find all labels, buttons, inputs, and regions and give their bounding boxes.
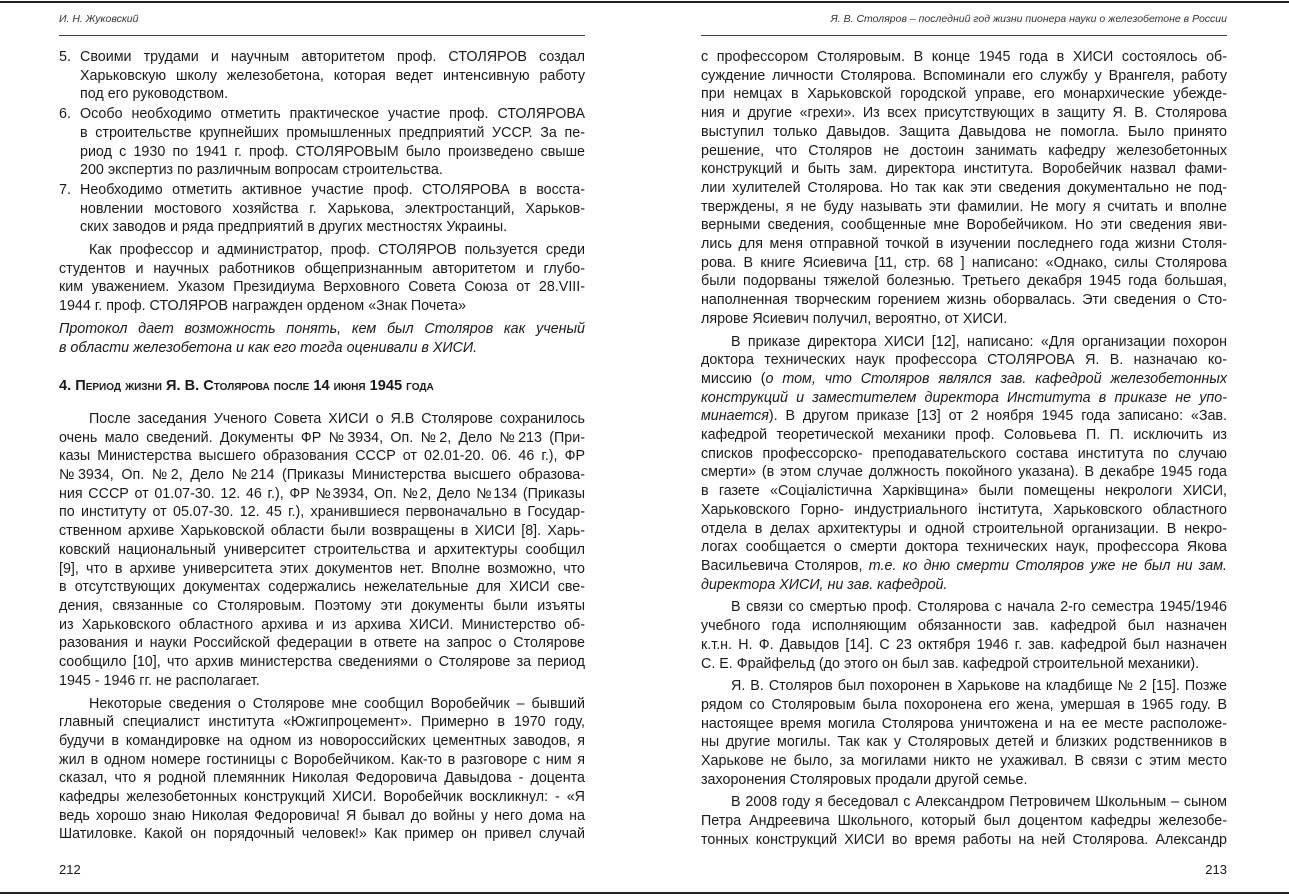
text-line xyxy=(701,179,1227,198)
text-run: ким уважением. Указом Президиума Верховного Совета Союза от 28.VIII- xyxy=(59,279,585,296)
text-line xyxy=(59,634,585,653)
text-line xyxy=(701,520,1227,539)
text-run: №3934, Оп. №2, Дело №214 (Приказы Министерства высшего образова- xyxy=(59,467,585,484)
text-line xyxy=(701,407,1227,426)
text-line xyxy=(701,538,1227,557)
header-rule xyxy=(59,35,585,36)
text-run: миссию ( xyxy=(701,370,766,387)
text-run: в области железобетона и как его тогда оценивали в ХИСИ. xyxy=(59,339,478,356)
paragraph xyxy=(701,793,1227,849)
text-line xyxy=(59,732,585,751)
text-line xyxy=(701,48,1227,67)
text-run: решение, что Столяров не достоин занимать кафедру железобетонных xyxy=(701,142,1227,159)
text-line xyxy=(59,339,585,358)
text-run: Протокол дает возможность понять, кем был Столяров как ученый xyxy=(59,320,585,337)
text-line xyxy=(80,48,585,67)
text-line xyxy=(59,447,585,466)
text-run: верными сведения, сообщенные мне Воробейчиком. Но эти сведения яви- xyxy=(701,217,1227,234)
text-line xyxy=(59,429,585,448)
text-line xyxy=(701,752,1227,771)
text-run: ковский национальный университет строительства и архитектуры сообщил xyxy=(59,541,585,558)
text-line xyxy=(59,769,585,788)
text-line xyxy=(701,235,1227,254)
left-page-body xyxy=(59,48,585,844)
text-run: лии хулителей Столярова. Но так как эти сведения документально не под- xyxy=(701,179,1227,196)
text-line xyxy=(59,597,585,616)
text-run: В связи со смертью проф. Столярова с начала 2-го семестра 1945/1946 xyxy=(731,599,1227,616)
text-run: жил в одном номере гостиницы с Воробейчиком. Как-то в разговоре с ним я xyxy=(59,751,585,768)
text-line xyxy=(701,696,1227,715)
text-run: учебного года исполняющим обязанности зав. кафедрой был назначен xyxy=(701,618,1227,635)
text-run: суждение личности Столярова. Вспоминали его службу у Врангеля, работу xyxy=(701,67,1227,84)
text-line xyxy=(701,677,1227,696)
text-run: логах сообщается о смерти доктора технических наук, профессора Якова xyxy=(701,539,1227,556)
text-run: главный специалист института «Южгипроцемент». Примерно в 1970 году, xyxy=(59,714,585,731)
text-run: В приказе директора ХИСИ [12], написано: «Для организации похорон xyxy=(731,333,1227,350)
text-line xyxy=(701,291,1227,310)
text-run: смерти» (в этом случае должность покойного указана). В декабре 1945 года xyxy=(701,464,1227,481)
page-number: 213 xyxy=(1205,862,1227,877)
text-line xyxy=(59,560,585,579)
text-run: тверждены, я не буду называть эти фамилии. Не могу я считать и вполне xyxy=(701,198,1227,215)
text-run: из Харьковского областного архива и из архива ХИСИ. Министерство об- xyxy=(59,616,585,633)
numbered-list-item xyxy=(59,48,585,104)
text-line xyxy=(59,466,585,485)
text-line xyxy=(701,636,1227,655)
text-run: тонных конструкций ХИСИ во время работы на ней Столярова. Александр xyxy=(701,831,1227,848)
text-run: Необходимо отметить активное участие проф. СТОЛЯРОВА в восста- xyxy=(80,181,585,198)
text-run: ственном архиве Харьковской области были возвращены в ХИСИ [8]. Харь- xyxy=(59,523,585,540)
text-line xyxy=(701,812,1227,831)
italic-text-run: конструкций и заместителем директора Института в приказе не упо- xyxy=(701,389,1227,406)
text-run: Я. В. Столяров был похоронен в Харькове на кладбище № 2 [15]. Позже xyxy=(731,678,1227,695)
text-line xyxy=(701,771,1227,790)
text-line xyxy=(80,143,585,162)
text-line xyxy=(59,241,585,260)
text-run: 1945 - 1946 гг. не располагает. xyxy=(59,672,260,689)
page-number: 212 xyxy=(59,862,81,877)
text-line xyxy=(59,578,585,597)
text-run: были подорваны тяжелой болезнью. Третьего декабря 1945 года большая, xyxy=(701,273,1227,290)
text-run: Васильевича Столяров, xyxy=(701,557,869,574)
italic-text-run: директора ХИСИ, ни зав. кафедрой. xyxy=(701,576,948,593)
text-line xyxy=(59,485,585,504)
text-line xyxy=(701,216,1227,235)
list-number: 7. xyxy=(59,181,71,198)
text-run: сказал, что я родной племянник Николая Федоровича Давыдова - доцента xyxy=(59,770,585,787)
text-run: Харькове не было, за могилами никто не ухаживал. В связи с этим место xyxy=(701,753,1227,770)
text-line xyxy=(701,389,1227,408)
text-line xyxy=(80,200,585,219)
text-line xyxy=(701,142,1227,161)
text-line xyxy=(59,410,585,429)
header-rule xyxy=(701,35,1227,36)
text-run: Харьковскую школу железобетона, которая ведет интенсивную работу xyxy=(80,67,585,84)
paragraph xyxy=(59,241,585,316)
text-line xyxy=(701,67,1227,86)
text-run: ). В другом приказе [13] от 2 ноября 1945 года записано: «Зав. xyxy=(768,408,1227,425)
paragraph xyxy=(59,320,585,357)
text-run: Особо необходимо отметить практическое участие проф. СТОЛЯРОВА xyxy=(80,106,585,123)
text-run: выступил только Давыдов. Защита Давыдова не помогла. Было принято xyxy=(701,123,1227,140)
text-line xyxy=(701,445,1227,464)
text-line xyxy=(701,272,1227,291)
text-line xyxy=(80,161,585,180)
text-line xyxy=(59,713,585,732)
text-line xyxy=(59,807,585,826)
paragraph xyxy=(701,598,1227,673)
text-line xyxy=(59,541,585,560)
italic-text-run: т.е. ко дню смерти Столяров уже не был ни зам. xyxy=(868,557,1227,574)
text-run: будучи в командировке на одном из новороссийских цементных заводов, я xyxy=(59,732,585,749)
text-run: очень мало сведений. Документы ФР №3934, Оп. №2, Дело №213 (При- xyxy=(59,429,585,446)
text-line xyxy=(59,503,585,522)
text-run: ведь хорошо знаю Николая Федоровича! Я бывал до войны у него дома на xyxy=(59,807,585,824)
text-line xyxy=(59,377,585,396)
text-line xyxy=(701,655,1227,674)
text-line xyxy=(701,310,1227,329)
text-line xyxy=(701,482,1227,501)
paragraph xyxy=(701,333,1227,595)
text-line xyxy=(701,351,1227,370)
section-heading xyxy=(59,377,585,396)
text-run: в отсутствующих документах содержались нежелательные для ХИСИ све- xyxy=(59,579,585,596)
right-page xyxy=(701,0,1227,896)
text-run: наполненная творческим горением жизнь оборвалась. Эти сведения о Сто- xyxy=(701,292,1227,309)
text-run: ния и другие «грехи». Из всех присутствующих в защиту Я. В. Столярова xyxy=(701,105,1227,122)
text-line xyxy=(59,278,585,297)
text-line xyxy=(701,370,1227,389)
text-run: С. Е. Фрайфельд (до этого он был зав. кафедрой строительной механики). xyxy=(701,655,1200,672)
text-line xyxy=(59,695,585,714)
text-run: студентов и научных работников общепризнанным авторитетом и глубо- xyxy=(59,260,585,277)
list-item-text xyxy=(80,181,585,237)
text-run: в газете «Соціалістична Харківщина» были помещены некрологи ХИСИ, xyxy=(701,483,1227,500)
list-number: 5. xyxy=(59,49,71,65)
text-run: 4. Период жизни Я. В. Столярова после 14 июня 1945 года xyxy=(59,378,434,395)
text-line xyxy=(59,297,585,316)
text-run: с профессором Столяровым. В конце 1945 года в ХИСИ состоялось об- xyxy=(701,49,1227,65)
text-line xyxy=(701,501,1227,520)
text-line xyxy=(701,598,1227,617)
paragraph xyxy=(701,48,1227,329)
numbered-list-item xyxy=(59,181,585,237)
text-run: настоящее время могила Столярова уничтожена и на ее месте расположе- xyxy=(701,715,1227,732)
text-line xyxy=(59,825,585,844)
text-line xyxy=(59,672,585,691)
text-run: сообщило [10], что архив министерства сведениями о Столярове за период xyxy=(59,654,585,671)
text-run: После заседания Ученого Совета ХИСИ о Я.В Столярове сохранилось xyxy=(89,410,585,427)
text-run: ния СССР от 01.07-30. 12. 46 г.), ФР №3934, Оп. №2, Дело №134 (Приказы xyxy=(59,485,585,502)
text-run: Некоторые сведения о Столярове мне сообщил Воробейчик – бывший xyxy=(89,695,585,712)
text-line xyxy=(701,463,1227,482)
text-line xyxy=(80,67,585,86)
text-run: Харьковского Горно- индустриального інститута, Харьковского областного xyxy=(701,501,1227,518)
list-item-text xyxy=(80,48,585,104)
text-line xyxy=(701,123,1227,142)
text-line xyxy=(80,124,585,143)
text-line xyxy=(701,198,1227,217)
italic-text-run: минается xyxy=(701,408,769,425)
text-run: риод с 1930 по 1941 г. проф. СТОЛЯРОВЫМ было произведено свыше xyxy=(80,143,585,160)
text-run: конструкций и быть зам. директора института. Воробейчик назвал фами- xyxy=(701,161,1227,178)
text-line xyxy=(59,788,585,807)
text-line xyxy=(701,557,1227,576)
paragraph xyxy=(59,410,585,691)
text-run: лярове Ясиевич получил, вероятно, от ХИСИ. xyxy=(701,310,1008,327)
text-run: при немцах в Харьковской городской управе, его монархические убежде- xyxy=(701,86,1227,103)
text-run: к.т.н. Н. Ф. Давыдов [14]. С 23 октября 1946 г. зав. кафедрой был назначен xyxy=(701,636,1227,653)
text-line xyxy=(59,260,585,279)
text-run: под его руководством. xyxy=(80,86,229,103)
text-run: Своими трудами и научным авторитетом проф. СТОЛЯРОВ создал xyxy=(80,49,585,65)
text-line xyxy=(59,616,585,635)
text-run: В 2008 году я беседовал с Александром Петровичем Школьным – сыном xyxy=(731,794,1227,811)
text-run: дения, связанные со Столяровым. Поэтому эти документы были изъяты xyxy=(59,597,585,614)
text-line xyxy=(701,715,1227,734)
right-page-body xyxy=(701,48,1227,850)
text-run: 200 экспертиз по различным вопросам строительства. xyxy=(80,162,443,179)
text-run: новлении мостового хозяйства г. Харькова, электростанций, Харьков- xyxy=(80,200,585,217)
text-run: по институту от 05.07-30. 12. 45 г.), хранившиеся первоначально в Государ- xyxy=(59,504,585,521)
text-run: отдела в делах архитектуры и одной строительной организации. В некро- xyxy=(701,520,1227,537)
text-run: Петра Андреевича Школьного, который был доцентом кафедры железобе- xyxy=(701,813,1227,830)
running-head-author: И. Н. Жуковский xyxy=(59,13,139,25)
text-run: рова. В книге Ясиевича [11, стр. 68 ] написано: «Однако, силы Столярова xyxy=(701,254,1227,271)
text-line xyxy=(701,831,1227,850)
text-run: в строительстве крупнейших промышленных предприятий УССР. За пе- xyxy=(80,124,585,141)
text-line xyxy=(701,576,1227,595)
text-run: [9], что в архиве университета этих документов нет. Вполне возможно, что xyxy=(59,560,585,577)
text-line xyxy=(701,733,1227,752)
text-line xyxy=(80,85,585,104)
paragraph xyxy=(701,677,1227,789)
text-line xyxy=(701,333,1227,352)
text-run: разования и науки Российской федерации в ответе на запрос о Столярове xyxy=(59,635,585,652)
numbered-list-item xyxy=(59,105,585,180)
list-item-text xyxy=(80,105,585,180)
text-line xyxy=(701,104,1227,123)
text-run: казы Министерства высшего образования СССР от 02.01-20. 06. 46 г.), ФР xyxy=(59,448,585,465)
text-line xyxy=(59,653,585,672)
text-line xyxy=(80,181,585,200)
text-line xyxy=(80,218,585,237)
text-line xyxy=(59,522,585,541)
text-line xyxy=(59,320,585,339)
text-run: ны другие могилы. Так как у Столяровых детей и близких родственников в xyxy=(701,734,1227,751)
text-run: ских заводов и ряда предприятий в других местностях Украины. xyxy=(80,219,508,236)
paragraph xyxy=(59,695,585,845)
text-run: Шатиловке. Какой он порядочный человек!» Как пример он привел случай xyxy=(59,826,585,843)
text-line xyxy=(80,105,585,124)
text-line xyxy=(701,793,1227,812)
text-run: захоронения Столяровых продали другой семье. xyxy=(701,771,1028,788)
italic-text-run: о том, что Столяров являлся зав. кафедрой железобетонных xyxy=(765,370,1227,387)
text-run: Как профессор и администратор, проф. СТОЛЯРОВ пользуется среди xyxy=(89,242,585,259)
text-line xyxy=(701,426,1227,445)
text-run: 1944 г. проф. СТОЛЯРОВ награжден орденом «Знак Почета» xyxy=(59,298,466,315)
text-run: списков профессорско- преподавательского состава института по случаю xyxy=(701,445,1227,462)
text-line xyxy=(59,751,585,770)
text-run: кафедры железобетонных конструкций ХИСИ. Воробейчик воскликнул: - «Я xyxy=(59,789,585,806)
left-page xyxy=(59,0,585,896)
text-line xyxy=(701,160,1227,179)
text-run: кафедрой теоретической механики проф. Соловьева П. П. исключить из xyxy=(701,427,1227,444)
list-number: 6. xyxy=(59,106,71,123)
text-line xyxy=(701,85,1227,104)
text-run: рядом со Столяровым была похоронена его жена, умершая в 1965 году. В xyxy=(701,696,1227,713)
text-run: лись для меня отправной точкой в изучении последнего года жизни Столя- xyxy=(701,236,1227,253)
text-line xyxy=(701,617,1227,636)
running-head-title: Я. В. Столяров – последний год жизни пионера науки о железобетоне в России xyxy=(830,13,1227,25)
text-run: доктора технических наук профессора СТОЛЯРОВА Я. В. назначаю ко- xyxy=(701,352,1227,369)
text-line xyxy=(701,254,1227,273)
